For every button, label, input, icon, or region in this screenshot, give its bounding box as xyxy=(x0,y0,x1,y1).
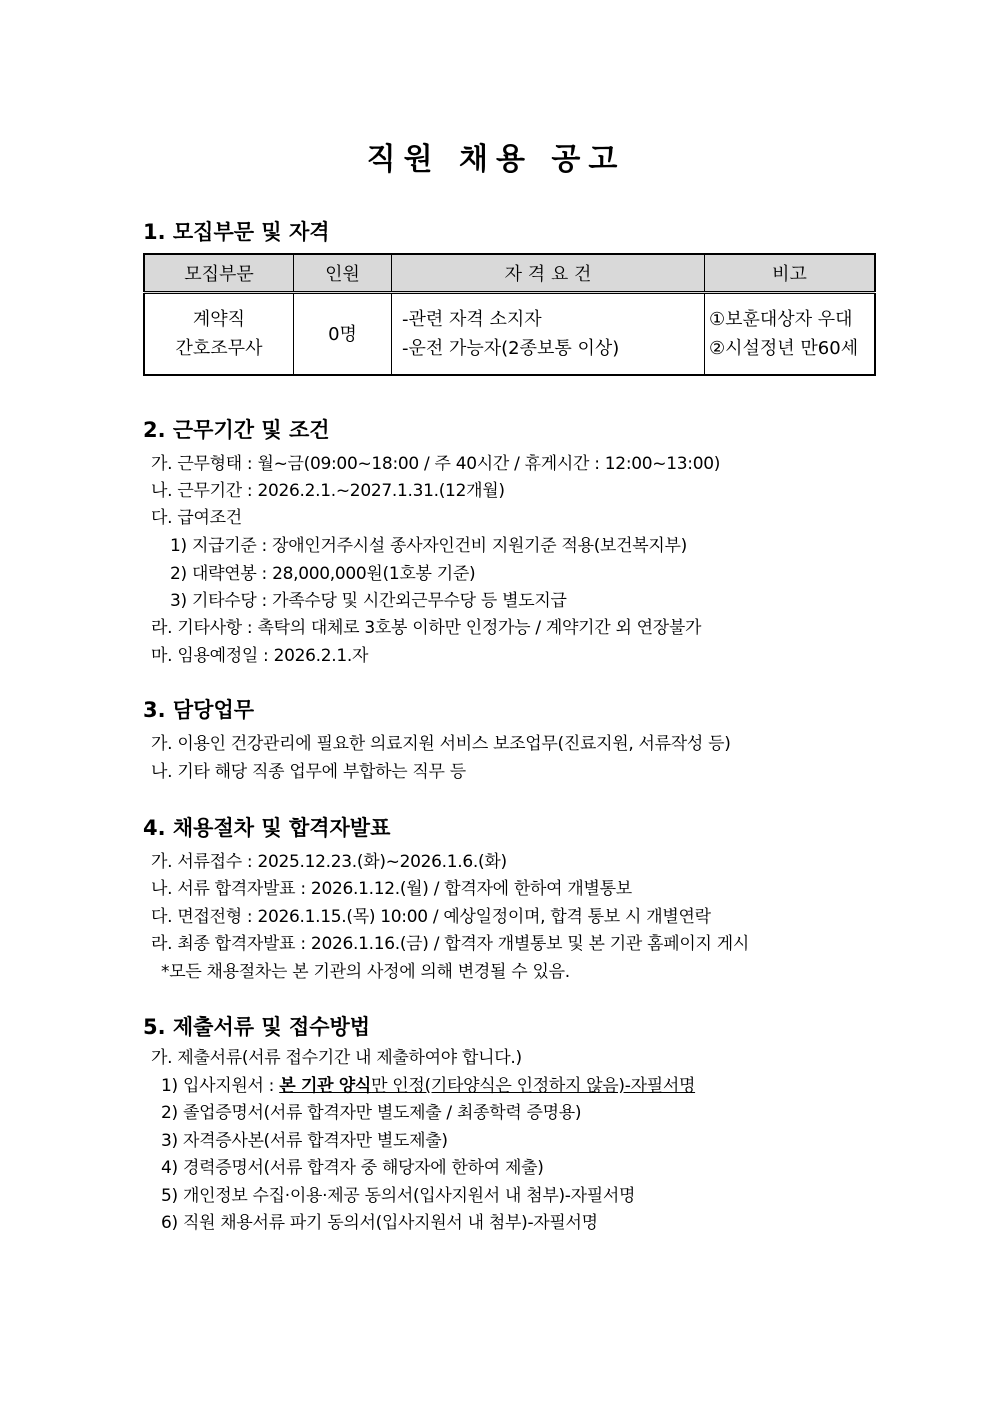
salary-heading-line: 다. 급여조건 xyxy=(151,508,242,528)
cell-dept xyxy=(144,293,294,376)
table-header-requirements: 자 격 요 건 xyxy=(392,254,705,293)
document-item-1-emphasis xyxy=(279,1076,695,1096)
procedure-line-2: 나. 서류 합격자발표 : 2026.1.12.(월) / 합격자에 한하여 개별통보 xyxy=(151,879,632,899)
recruitment-table xyxy=(143,253,876,376)
table-header-row xyxy=(144,254,875,293)
section-3-heading: 3. 담당업무 xyxy=(143,698,255,722)
document-item-3: 3) 자격증사본(서류 합격자만 별도제출) xyxy=(161,1131,448,1151)
document-item-1 xyxy=(161,1071,695,1096)
appointment-date-line: 마. 임용예정일 : 2026.2.1.자 xyxy=(151,646,369,666)
requirement-2: -운전 가능자(2종보통 이상) xyxy=(402,338,620,359)
cell-note xyxy=(705,293,876,376)
work-period-line: 나. 근무기간 : 2026.2.1.~2027.1.31.(12개월) xyxy=(151,481,505,501)
cell-requirements xyxy=(392,293,705,376)
procedure-line-3: 다. 면접전형 : 2026.1.15.(목) 10:00 / 예상일정이며, 합격 통보 시 개별연락 xyxy=(151,907,711,927)
duty-line-2: 나. 기타 해당 직종 업무에 부합하는 직무 등 xyxy=(151,762,466,782)
section-1-heading: 1. 모집부문 및 자격 xyxy=(143,220,330,244)
procedure-line-1: 가. 서류접수 : 2025.12.23.(화)~2026.1.6.(화) xyxy=(151,852,507,872)
note-1: ①보훈대상자 우대 xyxy=(709,309,853,330)
requirement-1: -관련 자격 소지자 xyxy=(402,309,542,330)
procedure-line-4: 라. 최종 합격자발표 : 2026.1.16.(금) / 합격자 개별통보 및 본 기관 홈페이지 게시 xyxy=(151,934,749,954)
document-item-5: 5) 개인정보 수집·이용·제공 동의서(입사지원서 내 첨부)-자필서명 xyxy=(161,1186,636,1206)
procedure-notice: *모든 채용절차는 본 기관의 사정에 의해 변경될 수 있음. xyxy=(161,962,570,982)
cell-count: 0명 xyxy=(294,293,392,376)
dept-line-1: 계약직 xyxy=(192,309,246,330)
salary-annual-line: 2) 대략연봉 : 28,000,000원(1호봉 기준) xyxy=(170,564,476,584)
work-type-line: 가. 근무형태 : 월~금(09:00~18:00 / 주 40시간 / 휴게시간 : 12:00~13:00) xyxy=(151,454,721,474)
table-header-dept: 모집부문 xyxy=(144,254,294,293)
document-item-1-bold: 본 기관 양식 xyxy=(279,1076,372,1096)
other-terms-line: 라. 기타사항 : 촉탁의 대체로 3호봉 이하만 인정가능 / 계약기간 외 연장불가 xyxy=(151,618,702,638)
document-item-4: 4) 경력증명서(서류 합격자 중 해당자에 한하여 제출) xyxy=(161,1158,544,1178)
document-item-1-prefix: 1) 입사지원서 : xyxy=(161,1076,280,1096)
note-2: ②시설정년 만60세 xyxy=(709,338,859,359)
section-4-heading: 4. 채용절차 및 합격자발표 xyxy=(143,816,391,840)
duty-line-1: 가. 이용인 건강관리에 필요한 의료지원 서비스 보조업무(진료지원, 서류작성 등) xyxy=(151,734,731,754)
dept-line-2: 간호조무사 xyxy=(175,338,263,359)
salary-allowance-line: 3) 기타수당 : 가족수당 및 시간외근무수당 등 별도지급 xyxy=(170,591,567,611)
page-title: 직원 채용 공고 xyxy=(366,142,626,177)
document-item-6: 6) 직원 채용서류 파기 동의서(입사지원서 내 첨부)-자필서명 xyxy=(161,1213,598,1233)
table-header-note: 비고 xyxy=(705,254,876,293)
salary-standard-line: 1) 지급기준 : 장애인거주시설 종사자인건비 지원기준 적용(보건복지부) xyxy=(170,536,687,556)
section-2-heading: 2. 근무기간 및 조건 xyxy=(143,418,330,442)
section-5-heading: 5. 제출서류 및 접수방법 xyxy=(143,1015,371,1039)
table-header-count: 인원 xyxy=(294,254,392,293)
documents-intro: 가. 제출서류(서류 접수기간 내 제출하여야 합니다.) xyxy=(151,1048,522,1068)
document-item-2: 2) 졸업증명서(서류 합격자만 별도제출 / 최종학력 증명용) xyxy=(161,1103,582,1123)
table-row xyxy=(144,293,875,376)
document-item-1-rest: 만 인정(기타양식은 인정하지 않음)-자필서명 xyxy=(371,1076,696,1096)
